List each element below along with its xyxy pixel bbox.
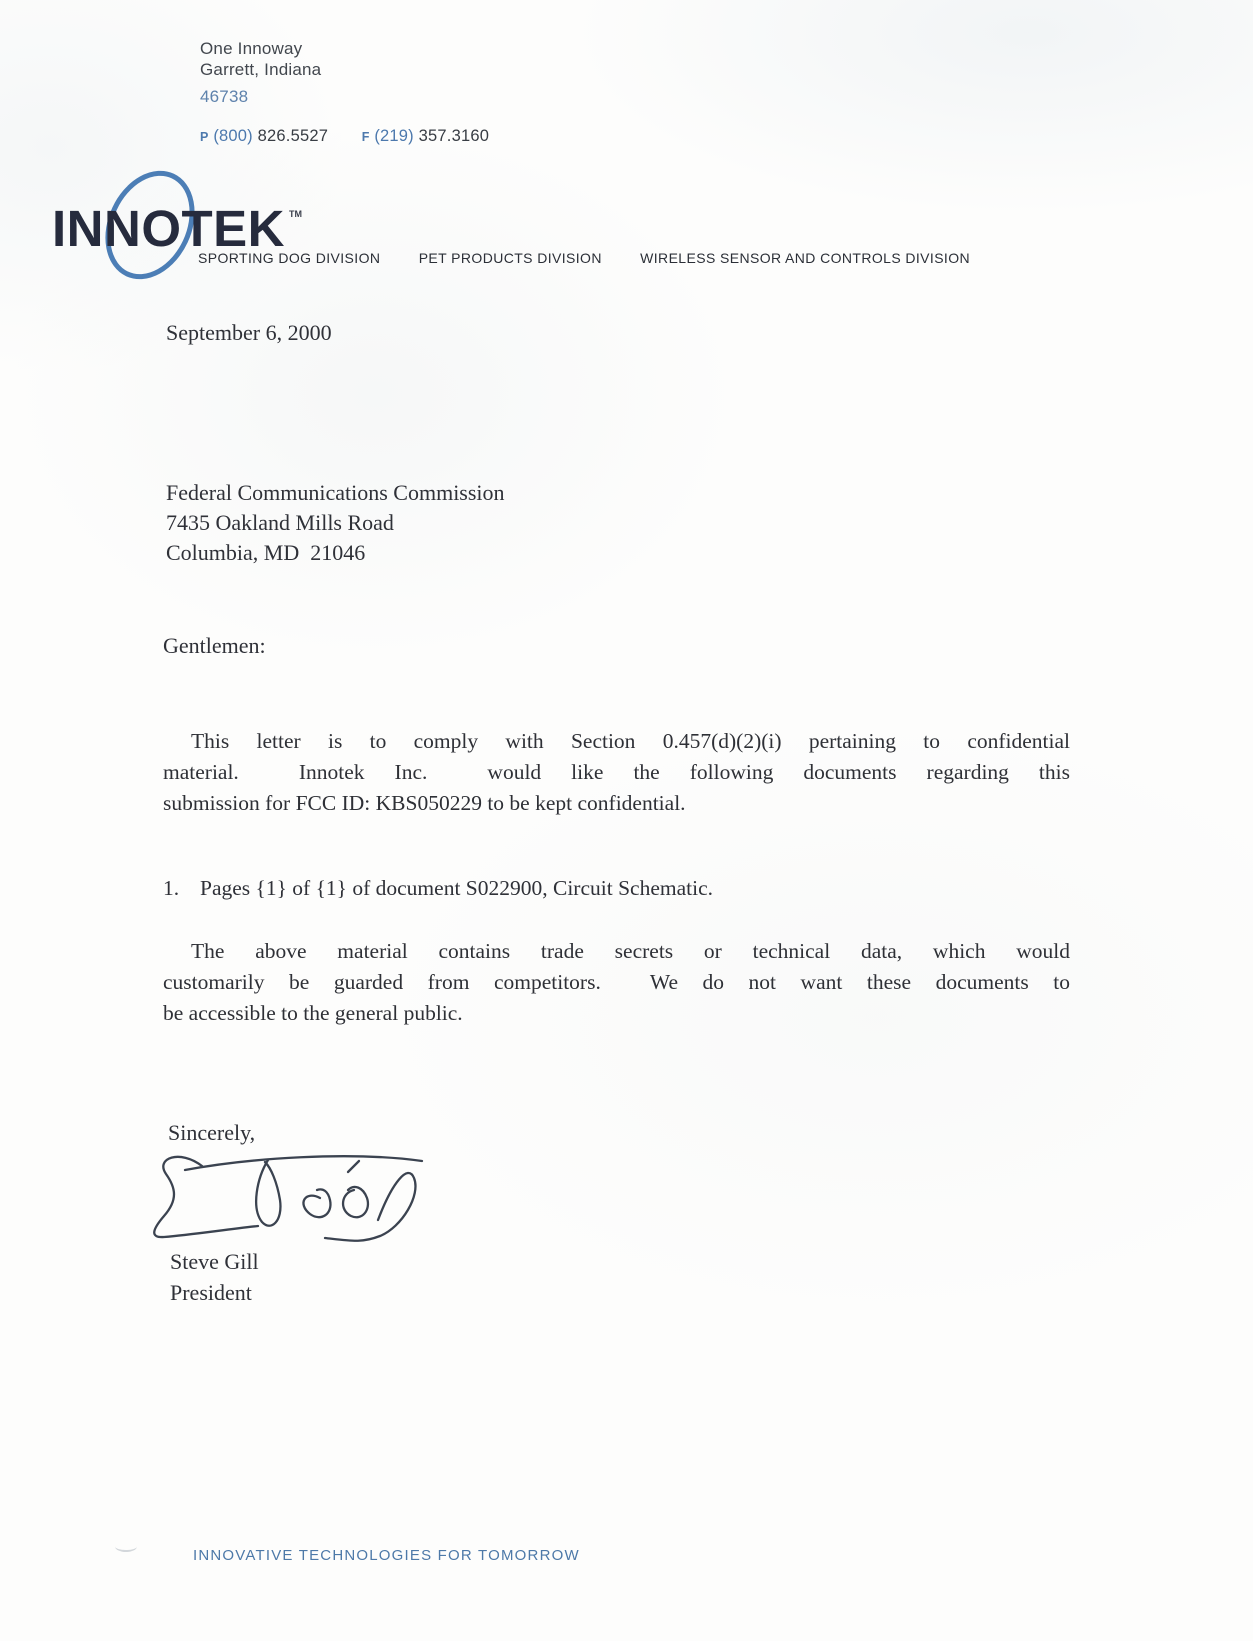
signer-block xyxy=(170,1246,259,1308)
paragraph-1-line-1: This letter is to comply with Section 0.457(d)(2)(i) pertaining to confidential xyxy=(191,729,1070,753)
paragraph-2-line-2: customarily be guarded from competitors. We do not want these documents to xyxy=(163,970,1070,994)
recipient-address xyxy=(166,478,505,568)
recipient-line-3: Columbia, MD 21046 xyxy=(166,540,366,565)
letterhead-contact xyxy=(200,127,489,146)
address-line-2: Garrett, Indiana xyxy=(200,60,322,79)
footer-tagline: INNOVATIVE TECHNOLOGIES FOR TOMORROW xyxy=(193,1547,580,1564)
paragraph-2-line-3: be accessible to the general public. xyxy=(163,1001,463,1025)
paragraph-1-line-2: material. Innotek Inc. would like the following documents regarding this xyxy=(163,760,1070,784)
phone-label: P xyxy=(200,130,209,144)
phone-number: 826.5527 xyxy=(257,127,329,145)
division-pet-products: PET PRODUCTS DIVISION xyxy=(418,250,602,266)
paragraph-2 xyxy=(163,936,1070,1029)
signature xyxy=(140,1138,440,1248)
list-item-1 xyxy=(163,876,713,901)
paragraph-1-line-3: submission for FCC ID: KBS050229 to be kept confidential. xyxy=(163,791,686,815)
division-list xyxy=(198,250,970,266)
salutation: Gentlemen: xyxy=(163,633,266,658)
letterhead-address xyxy=(200,38,321,107)
scan-artifact xyxy=(115,1541,137,1552)
trademark-symbol: TM xyxy=(289,209,302,219)
paragraph-2-line-1: The above material contains trade secrets or technical data, which would xyxy=(191,939,1070,963)
fax-area-code: (219) xyxy=(374,127,414,145)
paragraph-1 xyxy=(163,726,1070,819)
recipient-line-2: 7435 Oakland Mills Road xyxy=(166,510,394,535)
closing: Sincerely, xyxy=(168,1120,256,1145)
signer-title: President xyxy=(170,1280,252,1305)
division-sporting-dog: SPORTING DOG DIVISION xyxy=(198,250,381,266)
phone-area-code: (800) xyxy=(213,127,253,145)
division-wireless-sensor: WIRELESS SENSOR AND CONTROLS DIVISION xyxy=(640,250,971,266)
letter-date: September 6, 2000 xyxy=(166,320,332,345)
fax-number: 357.3160 xyxy=(418,127,490,145)
recipient-line-1: Federal Communications Commission xyxy=(166,480,505,505)
address-line-1: One Innoway xyxy=(200,39,303,58)
logo-wordmark: INNOTEK xyxy=(52,200,285,257)
signer-name: Steve Gill xyxy=(170,1249,259,1274)
fax-label: F xyxy=(361,130,370,144)
list-item-number: 1. xyxy=(163,876,180,900)
address-zip: 46738 xyxy=(200,87,249,106)
list-item-text: Pages {1} of {1} of document S022900, Circuit Schematic. xyxy=(200,876,714,900)
